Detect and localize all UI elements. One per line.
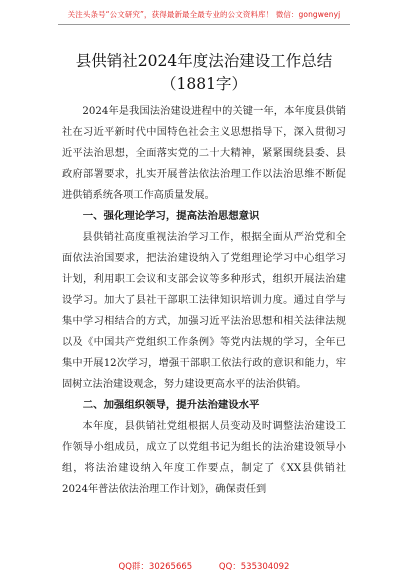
footer-qq: QQ：535304092 [218,562,290,572]
footer-qq-group: QQ群：30265665 [118,562,193,572]
section-heading: 二、加强组织领导，提升法治建设水平 [82,399,260,411]
header-promo-note: 关注头条号“公文研究”，获得最新最全最专业的公文资料库！ 微信：gongwenyj [67,10,341,19]
document-body [62,101,346,500]
footer-contact [0,560,408,572]
document-word-count: （1881字） [161,75,247,93]
document-title: 县供销社2024年度法治建设工作总结 [75,52,333,70]
header-divider [58,24,350,25]
section-heading: 一、强化理论学习，提高法治思想意识 [82,210,260,222]
body-paragraph: 县供销社高度重视法治学习工作，根据全面从严治党和全面依法治国要求，把法治建设纳入了党组理论学习中心组学习计划，利用职工会议和支部会议等多种形式，组织开展法治建设学习。加大了县社干部职工法律知识培训力度。通过自学与集中学习相结合的方式，加强习近平法治思想和相关法律法规以及《中国共产党组织工作条例》等党内法规的学习，全年已集中开展12次学习，增强干部职工依法行政的意识和能力，牢固树立法治建设观念，努力建设更高水平的法治供销。 [62,232,346,390]
body-paragraph: 2024年是我国法治建设进程中的关键一年，本年度县供销社在习近平新时代中国特色社会主义思想指导下，深入贯彻习近平法治思想，全面落实党的二十大精神，紧紧围绕县委、县政府部署要求，扎实开展普法依法治理工作以法治思维不断促进供销系统各项工作高质量发展。 [62,106,346,201]
body-paragraph: 本年度，县供销社党组根据人员变动及时调整法治建设工作领导小组成员，成立了以党组书记为组长的法治建设领导小组，将法治建设纳入年度工作要点，制定了《XX县供销社2024年普法依法治理工作计划》，确保责任到 [62,421,346,495]
